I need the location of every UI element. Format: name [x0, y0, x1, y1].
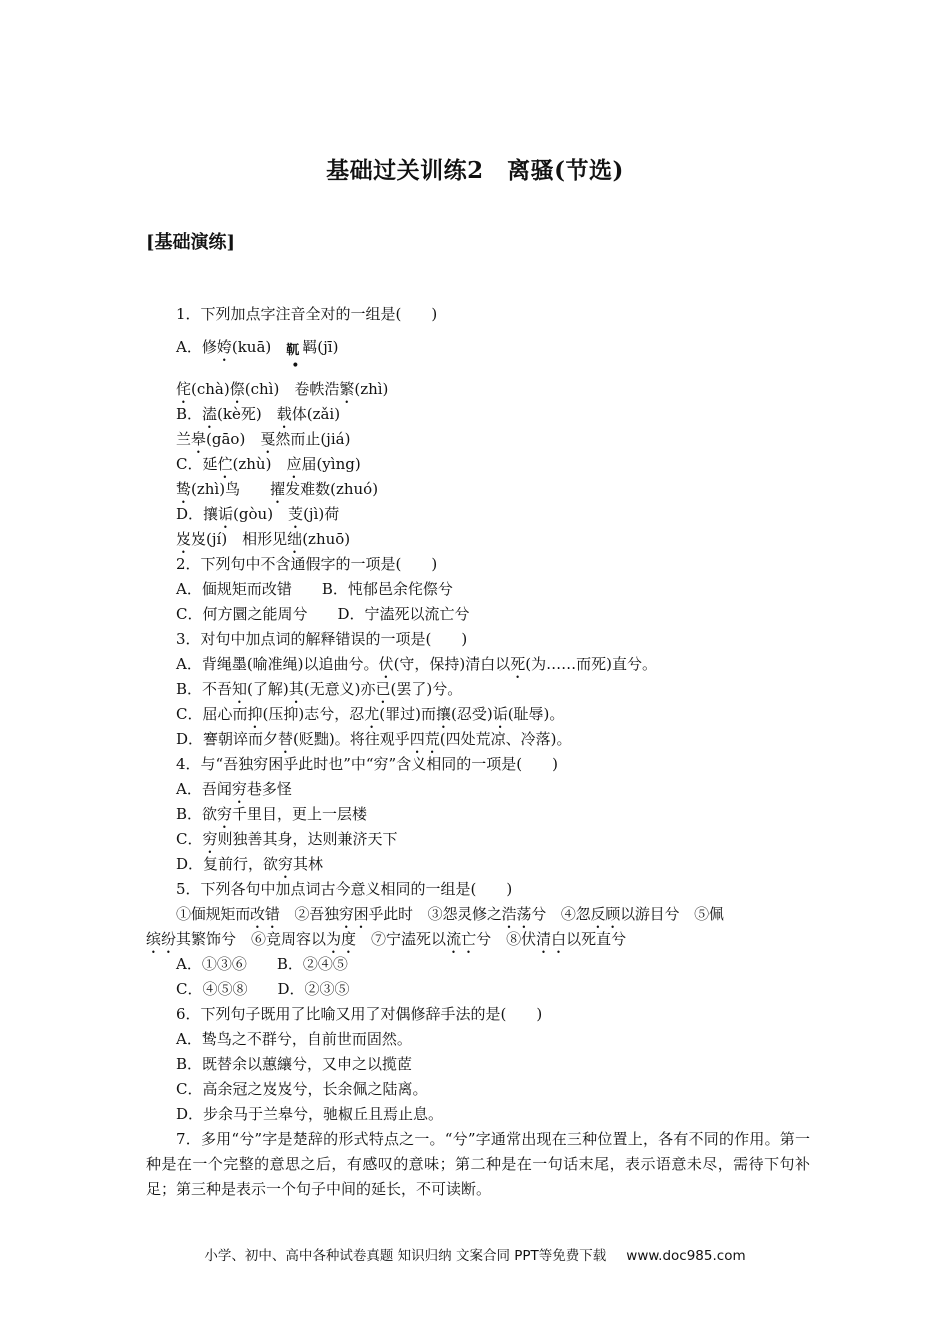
q1-stem: 1．下列加点字注音全对的一组是( ) [176, 305, 438, 323]
q2-options-ab: A．偭规矩而改错 B．忳郁邑余侘傺兮 [176, 580, 453, 598]
q1-option-b: B．溘(kè死) 载体(zǎi) [176, 405, 341, 423]
q1-option-d-line2: 岌岌(jí) 相形见绌(zhuō) [176, 530, 351, 548]
q1-option-a-line2: 侘(chà)傺(chì) 卷帙浩繁(zhì) [176, 380, 389, 398]
q3-stem: 3．对句中加点词的解释错误的一项是( ) [176, 630, 468, 648]
q1-option-c-line2: 鸷(zhì)鸟 擢发难数(zhuó) [176, 480, 379, 498]
q4-option-d: D．复前行，欲穷其林 [176, 855, 324, 873]
q5-options-cd: C．④⑤⑧ D．②③⑤ [176, 980, 350, 998]
q5-options-ab: A．①③⑥ B．②④⑤ [176, 955, 348, 973]
q2-stem: 2．下列句中不含通假字的一项是( ) [176, 555, 438, 573]
q5-stem: 5．下列各句中加点词古今意义相同的一组是( ) [176, 880, 513, 898]
q6-option-c: C．高余冠之岌岌兮，长余佩之陆离。 [176, 1080, 428, 1098]
q2-options-cd: C．何方圜之能周兮 D．宁溘死以流亡兮 [176, 605, 470, 623]
q3-option-b: B．不吾知(了解)其(无意义)亦已(罢了)兮。 [176, 680, 463, 698]
q7-paragraph: 7．多用“兮”字是楚辞的形式特点之一。“兮”字通常出现在三种位置上，各有不同的作用。第一种是在一个完整的意思之后，有感叹的意味；第二种是在一句话末尾，表示语意未尽，需待下句补足；第三种是表示一个句子中间的延长，不可读断。 [146, 1130, 810, 1198]
q3-option-c: C．屈心而抑(压抑)志兮，忍尤(罪过)而攘(忍受)诟(耻辱)。 [176, 705, 565, 723]
q5-items-line2: 缤纷其繁饰兮 ⑥竞周容以为度 ⑦宁溘死以流亡兮 ⑧伏清白以死直兮 [146, 930, 627, 948]
page-footer [0, 1244, 950, 1264]
footer-url[interactable]: www.doc985.com [626, 1248, 746, 1264]
q1-option-d: D．攘诟(gòu) 芰(jì)荷 [176, 505, 340, 523]
q6-option-a: A．鸷鸟之不群兮，自前世而固然。 [176, 1030, 412, 1048]
q3-option-d: D．謇朝谇而夕替(贬黜)。将往观乎四荒(四处荒凉、冷落)。 [176, 730, 572, 748]
q6-option-b: B．既替余以蕙纕兮，又申之以揽茝 [176, 1055, 413, 1073]
exercise-content [146, 302, 810, 1202]
q4-option-b: B．欲穷千里目，更上一层楼 [176, 805, 368, 823]
q4-stem: 4．与“吾独穷困乎此时也”中“穷”含义相同的一项是( ) [176, 755, 558, 773]
q1-option-c: C．延伫(zhù) 应届(yìng) [176, 455, 361, 473]
q3-option-a: A．背绳墨(喻准绳)以追曲兮。伏(守，保持)清白以死(为……而死)直兮。 [176, 655, 658, 673]
q1-option-b-line2: 兰皋(gāo) 戛然而止(jiá) [176, 430, 351, 448]
q5-items-line1: ①偭规矩而改错 ②吾独穷困乎此时 ③怨灵修之浩荡兮 ④忽反顾以游目兮 ⑤佩 [176, 905, 724, 923]
footer-text: 小学、初中、高中各种试卷真题 知识归纳 文案合同 PPT等免费下载 [204, 1248, 607, 1264]
q4-option-a: A．吾闻穷巷多怪 [176, 780, 292, 798]
page-title: 基础过关训练2 离骚(节选) [326, 157, 624, 184]
section-heading: [基础演练] [146, 232, 236, 253]
q4-option-c: C．穷则独善其身，达则兼济天下 [176, 830, 398, 848]
q6-option-d: D．步余马于兰皋兮，驰椒丘且焉止息。 [176, 1105, 444, 1123]
q1-option-a: A．修姱(kuā) 靰 • 羁(jī) [176, 338, 339, 374]
q6-stem: 6．下列句子既用了比喻又用了对偶修辞手法的是( ) [176, 1005, 543, 1023]
